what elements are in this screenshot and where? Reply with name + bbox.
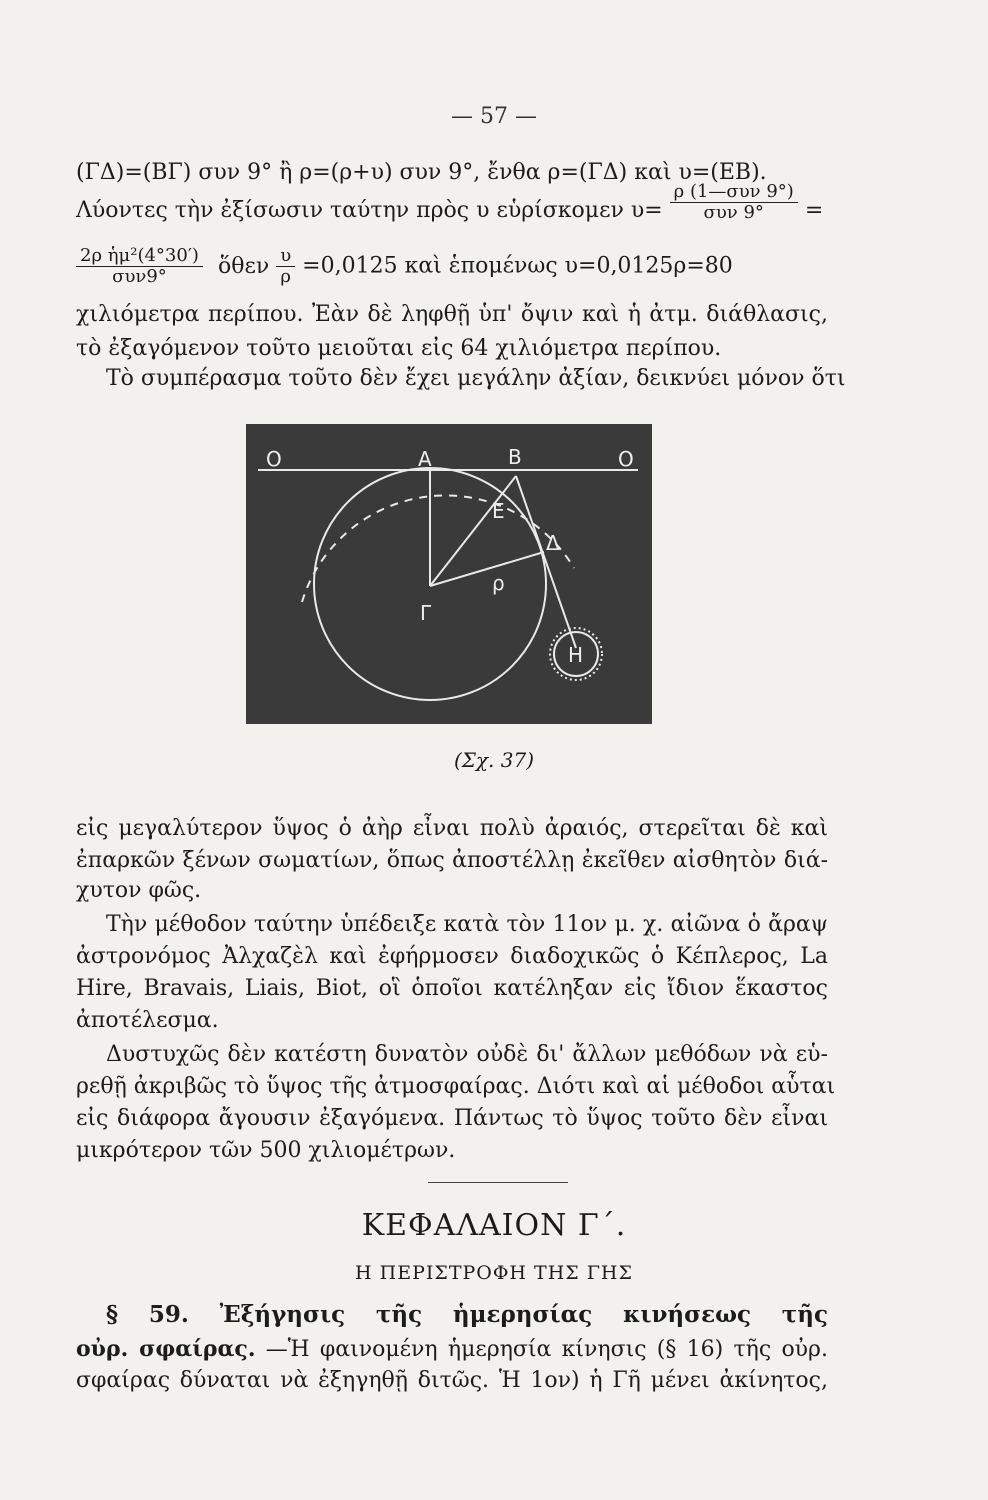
figure-caption: (Σχ. 37) [453, 748, 535, 772]
text-line: ρεθῇ ἀκριβῶς τὸ ὕψος τῆς ἀτμοσφαίρας. Διότι καὶ αἱ μέθοδοι αὗται [76, 1074, 836, 1099]
fraction-ratio [276, 246, 295, 287]
label-delta: Δ [546, 531, 560, 555]
label-rho: ρ [492, 571, 505, 595]
fraction-numerator: υ [276, 246, 295, 267]
page-number: — 57 — [451, 104, 537, 129]
label-e: Ε [492, 499, 505, 523]
result-line [76, 246, 828, 287]
text-line: τὸ ἐξαγόμενον τοῦτο μειοῦται εἰς 64 χιλιόμετρα περίπου. [76, 336, 722, 361]
text-line: Τὸ συμπέρασμα τοῦτο δὲν ἔχει μεγάλην ἀξίαν, δεικνύει μόνον ὅτι [106, 366, 846, 391]
text-line: Τὴν μέθοδον ταύτην ὑπέδειξε κατὰ τὸν 11ον μ. χ. αἰῶνα ὁ ἄραψ [106, 912, 828, 937]
text-line: Δυστυχῶς δὲν κατέστη δυνατὸν οὐδὲ δι' ἄλλων μεθόδων νὰ εὑ- [106, 1042, 828, 1067]
fraction-denominator: συν 9° [703, 201, 764, 223]
atmosphere-arc [302, 495, 574, 602]
section-line [76, 1334, 828, 1365]
chapter-title: ΚΕΦΑΛΑΙΟΝ Γ΄. [361, 1208, 627, 1243]
equation-line: (ΓΔ)=(ΒΓ) συν 9° ἢ ρ=(ρ+υ) συν 9°, ἔνθα ρ=(ΓΔ) καὶ υ=(ΕΒ). [76, 160, 767, 185]
text-line: χιλιόμετρα περίπου. Ἐὰν δὲ ληφθῇ ὑπ' ὄψιν καὶ ἡ ἀτμ. διάθλασις, [76, 302, 828, 327]
divider-rule [428, 1182, 568, 1183]
solving-text: Λύοντες τὴν ἐξίσωσιν ταύτην πρὸς υ εὑρίσκομεν υ= [76, 198, 663, 223]
text-line: ἀστρονόμος Ἀλχαζὲλ καὶ ἐφήρμοσεν διαδοχικῶς ὁ Κέπλερος, La [76, 944, 828, 969]
label-b: Β [508, 445, 522, 469]
fraction-numerator: 2ρ ἡμ²(4°30′) [76, 246, 203, 267]
text-line: χυτον φῶς. [76, 878, 202, 903]
section-heading: § 59. Ἐξήγησις τῆς ἡμερησίας κινήσεως τῆς [106, 1301, 828, 1328]
text-line: μικρότερον τῶν 500 χιλιομέτρων. [76, 1138, 456, 1163]
fraction-sine [76, 246, 203, 287]
radius-rho [430, 552, 544, 586]
fraction-numerator: ρ (1—συν 9°) [670, 182, 798, 203]
fraction-solution [670, 182, 798, 223]
section-text: —Ἡ φαινομένη ἡμερησία κίνησις (§ 16) τῆς οὐρ. [265, 1337, 828, 1362]
text-line: σφαίρας δύναται νὰ ἐξηγηθῇ διτῶς. Ἡ 1ον) ἡ Γῆ μένει ἀκίνητος, [76, 1368, 828, 1393]
label-a: Α [418, 447, 432, 471]
solving-line [76, 180, 828, 226]
result-value: =0,0125 καὶ ἑπομένως υ=0,0125ρ=80 [302, 253, 733, 279]
sun-ray [516, 476, 576, 648]
label-eta: Η [568, 643, 584, 667]
section-heading-cont: οὐρ. σφαίρας. [76, 1336, 256, 1362]
label-o-left: Ο [266, 447, 282, 471]
text-line: εἰς διάφορα ἄγουσιν ἐξαγόμενα. Πάντως τὸ ὕψος τοῦτο δὲν εἶναι [76, 1106, 828, 1131]
fraction-denominator: συν9° [112, 266, 167, 287]
equals-sign: = [804, 198, 824, 223]
label-gamma: Γ [420, 601, 432, 625]
figure-diagram [246, 424, 652, 724]
radius-to-b [430, 476, 516, 586]
text-line: ἐπαρκῶν ξένων σωματίων, ὅπως ἀποστέλλῃ ἐκεῖθεν αἰσθητὸν διά- [76, 848, 828, 873]
text-line: εἰς μεγαλύτερον ὕψος ὁ ἀὴρ εἶναι πολὺ ἀραιός, στερεῖται δὲ καὶ [76, 816, 828, 841]
label-o-right: Ο [618, 447, 634, 471]
text-line: Hire, Bravais, Liais, Biot, οἳ ὁποῖοι κατέληξαν εἰς ἴδιον ἕκαστος [76, 976, 828, 1001]
word-hothen: ὅθεν [217, 253, 270, 279]
fraction-denominator: ρ [280, 266, 291, 287]
text-line: ἀποτέλεσμα. [76, 1008, 219, 1033]
chapter-subtitle: Η ΠΕΡΙΣΤΡΟΦΗ ΤΗΣ ΓΗΣ [355, 1262, 633, 1284]
atmosphere-diagram [246, 424, 652, 724]
